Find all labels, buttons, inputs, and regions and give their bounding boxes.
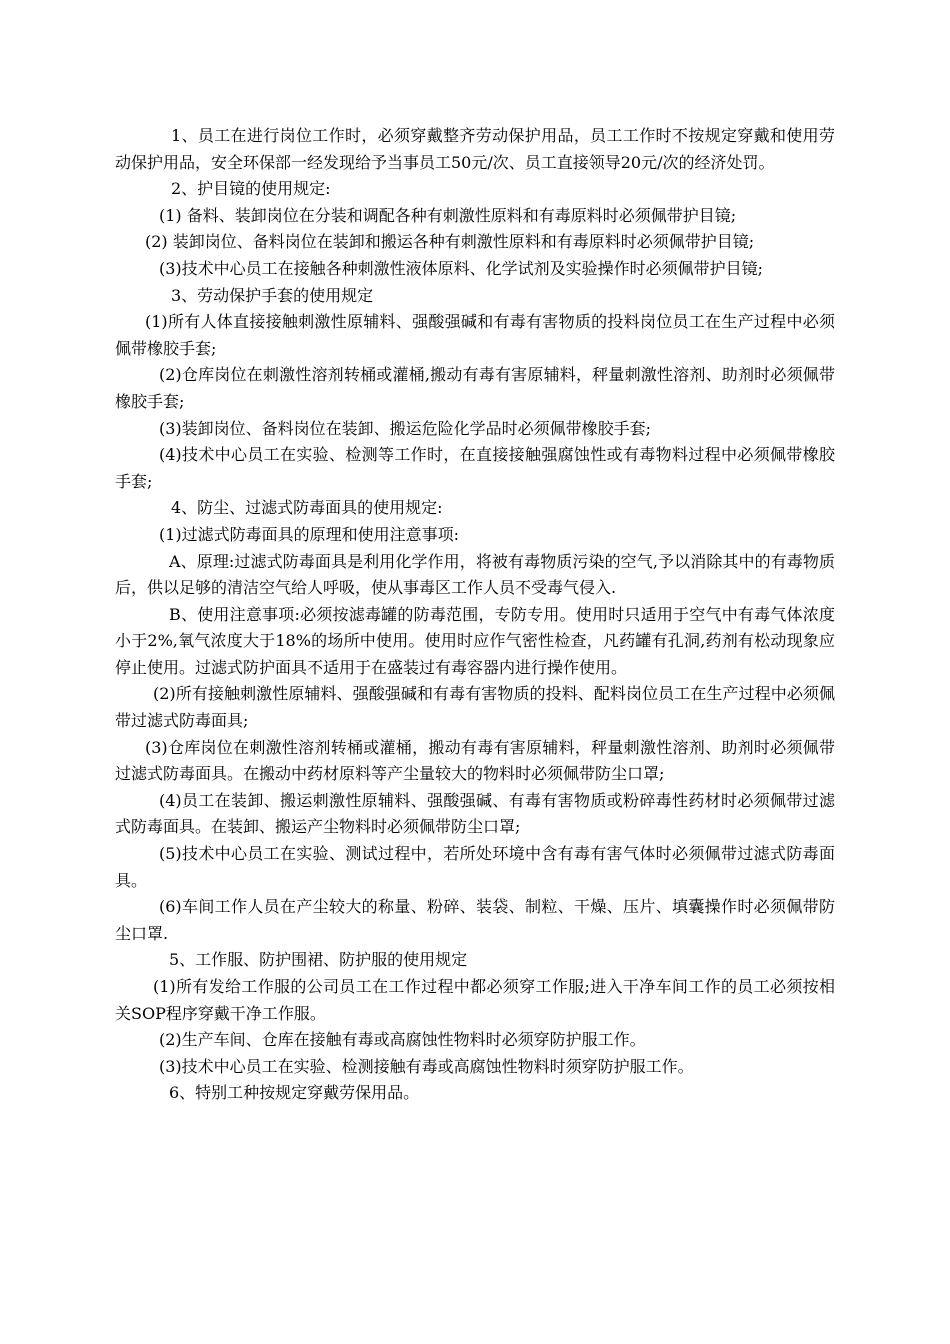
paragraph-goggles-3: (3)技术中心员工在接触各种刺激性液体原料、化学试剂及实验操作时必须佩带护目镜; [159,258,764,278]
heading-gloves: 3、劳动保护手套的使用规定 [171,285,374,305]
paragraph-goggles-1: (1) 备料、装卸岗位在分装和调配各种有刺激性原料和有毒原料时必须佩带护目镜; [159,205,737,225]
paragraph-goggles-2: (2) 装卸岗位、备料岗位在装卸和搬运各种有刺激性原料和有毒原料时必须佩带护目镜; [145,232,755,252]
paragraph-special-jobs: 6、特别工种按规定穿戴劳保用品。 [169,1083,420,1103]
document-body [115,123,835,1107]
paragraph-workwear-3: (3)技术中心员工在实验、检测接触有毒或高腐蚀性物料时须穿防护服工作。 [159,1056,694,1076]
paragraph-masks-principle: A、原理:过滤式防毒面具是利用化学作用，将被有毒物质污染的空气,予以消除其中的有毒物质后，供以足够的清洁空气给人呼吸，使从事毒区工作人员不受毒气侵入. [115,551,835,598]
heading-masks: 4、防尘、过滤式防毒面具的使用规定: [171,498,443,518]
paragraph-masks-4: (4)员工在装卸、搬运刺激性原辅料、强酸强碱、有毒有害物质或粉碎毒性药材时必须佩带过滤式防毒面具。在装卸、搬运产尘物料时必须佩带防尘口罩; [115,790,835,837]
paragraph-gloves-3: (3)装卸岗位、备料岗位在装卸、搬运危险化学品时必须佩带橡胶手套; [159,418,652,438]
paragraph-masks-3: (3)仓库岗位在刺激性溶剂转桶或灌桶，搬动有毒有害原辅料，秤量刺激性溶剂、助剂时必须佩带过滤式防毒面具。在搬动中药材原料等产尘量较大的物料时必须佩带防尘口罩; [115,737,835,784]
paragraph-masks-5: (5)技术中心员工在实验、测试过程中，若所处环境中含有毒有害气体时必须佩带过滤式防毒面具。 [115,844,835,890]
paragraph-1: 1、员工在进行岗位工作时，必须穿戴整齐劳动保护用品，员工工作时不按规定穿戴和使用劳动保护用品，安全环保部一经发现给予当事员工50元/次、员工直接领导20元/次的经济处罚。 [115,126,835,172]
paragraph-gloves-2: (2)仓库岗位在刺激性溶剂转桶或灌桶,搬动有毒有害原辅料，秤量刺激性溶剂、助剂时必须佩带橡胶手套; [115,365,835,411]
paragraph-workwear-1: (1)所有发给工作服的公司员工在工作过程中都必须穿工作服;进入干净车间工作的员工必须按相关SOP程序穿戴干净工作服。 [115,977,835,1023]
paragraph-gloves-4: (4)技术中心员工在实验、检测等工作时，在直接接触强腐蚀性或有毒物料过程中必须佩带橡胶手套; [115,445,835,491]
paragraph-masks-1: (1)过滤式防毒面具的原理和使用注意事项: [159,524,460,544]
paragraph-workwear-2: (2)生产车间、仓库在接触有毒或高腐蚀性物料时必须穿防护服工作。 [159,1030,646,1050]
paragraph-masks-6: (6)车间工作人员在产尘较大的称量、粉碎、装袋、制粒、干燥、压片、填囊操作时必须佩带防尘口罩. [115,897,835,943]
heading-goggles: 2、护目镜的使用规定: [171,179,331,199]
paragraph-masks-notes: B、使用注意事项:必须按滤毒罐的防毒范围，专防专用。使用时只适用于空气中有毒气体浓度小于2%,氧气浓度大于18%的场所中使用。使用时应作气密性检查，凡药罐有孔洞,药剂有松动现象应停止使用。过滤式防护面具不适用于在盛装过有毒容器内进行操作使用。 [115,604,835,677]
paragraph-masks-2: (2)所有接触刺激性原辅料、强酸强碱和有毒有害物质的投料、配料岗位员工在生产过程中必须佩带过滤式防毒面具; [115,684,835,731]
heading-workwear: 5、工作服、防护围裙、防护服的使用规定 [169,950,468,970]
paragraph-gloves-1: (1)所有人体直接接触刺激性原辅料、强酸强碱和有毒有害物质的投料岗位员工在生产过程中必须佩带橡胶手套; [115,312,835,358]
